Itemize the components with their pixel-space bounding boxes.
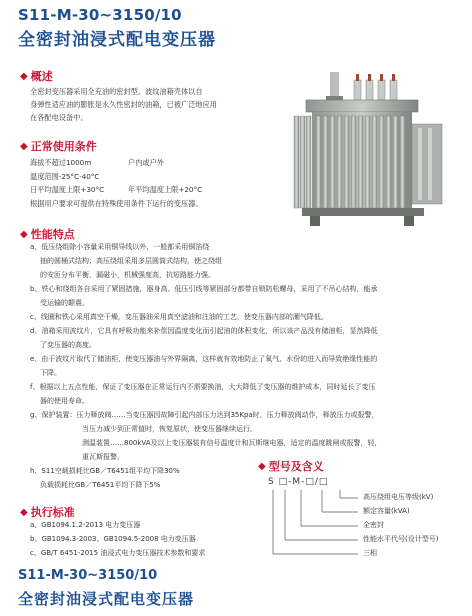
conditions-heading: ◆ 正常使用条件 bbox=[20, 140, 97, 153]
condition-special: 根据用户要求可提供在特殊使用条件下运行的变压器。 bbox=[30, 199, 203, 208]
feature-line: g、保护装置：压力释放阀……当变压器因故障引起内部压力达到35Kpa时，压力释放阀动作，释放压力或报警， bbox=[30, 411, 379, 419]
condition-altitude: 海拔不超过1000m bbox=[30, 158, 92, 167]
code-meaning-sealed: 全密封 bbox=[363, 521, 384, 529]
feature-line: 当压力减少到正常值时，恢复原状，使变压器继续运行。 bbox=[82, 425, 257, 433]
feature-line: 负载损耗比GB／T6451平均下降下5% bbox=[40, 481, 161, 489]
feature-line: 的安匝分布平衡，漏磁小，机械强度高，抗短路能力强。 bbox=[40, 271, 215, 279]
feature-line: e、由于波纹片取代了储油柜，使变压器油与外界隔离，这样就有效地防止了氧气、水份的进入而导致绝缘性能的 bbox=[30, 355, 378, 363]
footer-model-title: S11-M-30~3150/10 bbox=[18, 568, 158, 583]
feature-line: 测温装置……800kVA及以上变压器装有信号温度计和瓦斯继电器，适定的温度跳闸或报警，轻， bbox=[82, 439, 382, 447]
diamond-bullet-icon: ◆ bbox=[20, 228, 28, 240]
condition-daily-temp: 日平均温度上限+30°C bbox=[30, 185, 105, 194]
feature-line: 受运输的颠震。 bbox=[40, 299, 89, 307]
diamond-bullet-icon: ◆ bbox=[20, 506, 28, 518]
model-code-heading: ◆ 型号及含义 bbox=[258, 460, 324, 473]
product-name-title: 全密封油浸式配电变压器 bbox=[18, 30, 216, 50]
condition-location: 户内或户外 bbox=[128, 158, 164, 167]
standard-item: a、GB1094.1.2-2013 电力变压器 bbox=[30, 521, 141, 529]
code-meaning-performance: 性能水平代号(设计型号) bbox=[363, 535, 439, 543]
standard-item: b、GB1094.3-2003、GB1094.5-2008 电力变压器 bbox=[30, 535, 196, 543]
footer-name-title: 全密封油浸式配电变压器 bbox=[18, 590, 195, 608]
feature-line: 了变压器的高度。 bbox=[40, 341, 96, 349]
feature-line: f、根据以上五点性能，保证了变压器在正常运行内不需要换油，大大降低了变压器的维护成本，同时延长了变压 bbox=[30, 383, 376, 391]
standards-heading: ◆ 执行标准 bbox=[20, 506, 75, 519]
diamond-bullet-icon: ◆ bbox=[20, 70, 28, 82]
diamond-bullet-icon: ◆ bbox=[20, 140, 28, 152]
code-meaning-three-phase: 三相 bbox=[363, 549, 377, 557]
feature-line: 器的使用寿命。 bbox=[40, 397, 89, 405]
diamond-bullet-icon: ◆ bbox=[258, 460, 266, 472]
feature-line: b、铁心和绕组各自采用了紧固措施，器身高、低压引线等紧固部分都带自锁防松螺母，采用了不吊心结构，能承 bbox=[30, 285, 378, 293]
standard-item: c、GB/T 6451-2015 油浸式电力变压器技术参数和要求 bbox=[30, 549, 206, 557]
condition-yearly-temp: 年平均温度上限+20°C bbox=[128, 185, 203, 194]
feature-line: 重瓦斯报警。 bbox=[82, 453, 124, 461]
feature-line: a、低压绕组除小容量采用铜导线以外，一般都采用铜箔绕 bbox=[30, 243, 210, 251]
overview-line: 在各配电设备中。 bbox=[30, 113, 88, 122]
transformer-image bbox=[272, 66, 454, 256]
feature-line: d、油箱采用波纹片，它具有呼吸功能来补偿因温度变化而引起油的体积变化，所以该产品没有储油柜，显然降低 bbox=[30, 327, 378, 335]
code-meaning-capacity: 额定容量(kVA) bbox=[363, 507, 410, 515]
overview-line: 身弹性适应油的膨胀是永久性密封的油箱，已被广泛地应用 bbox=[30, 100, 217, 109]
code-meaning-voltage: 高压绕组电压等级(kV) bbox=[363, 493, 434, 501]
product-model-title: S11-M-30~3150/10 bbox=[18, 6, 182, 24]
feature-line: 抽的圆桶式结构；高压绕组采用多层圆筒式结构，使之绕组 bbox=[40, 257, 222, 265]
overview-heading: ◆ 概述 bbox=[20, 70, 53, 83]
feature-line: h、S11空载损耗比GB／T6451组平均下降30% bbox=[30, 467, 180, 475]
overview-line: 全密封变压器采用全充油的密封型。波纹油箱壳体以自 bbox=[30, 87, 203, 96]
model-code-string: S □-M-□/□ bbox=[268, 477, 329, 487]
features-heading: ◆ 性能特点 bbox=[20, 228, 75, 241]
feature-line: c、线圈和铁心采用真空干燥，变压器油采用真空滤油和注油的工艺，使变压器内部的潮气降低。 bbox=[30, 313, 328, 321]
feature-line: 下降。 bbox=[40, 369, 61, 377]
condition-temperature: 温度范围-25°C-40°C bbox=[30, 172, 100, 181]
